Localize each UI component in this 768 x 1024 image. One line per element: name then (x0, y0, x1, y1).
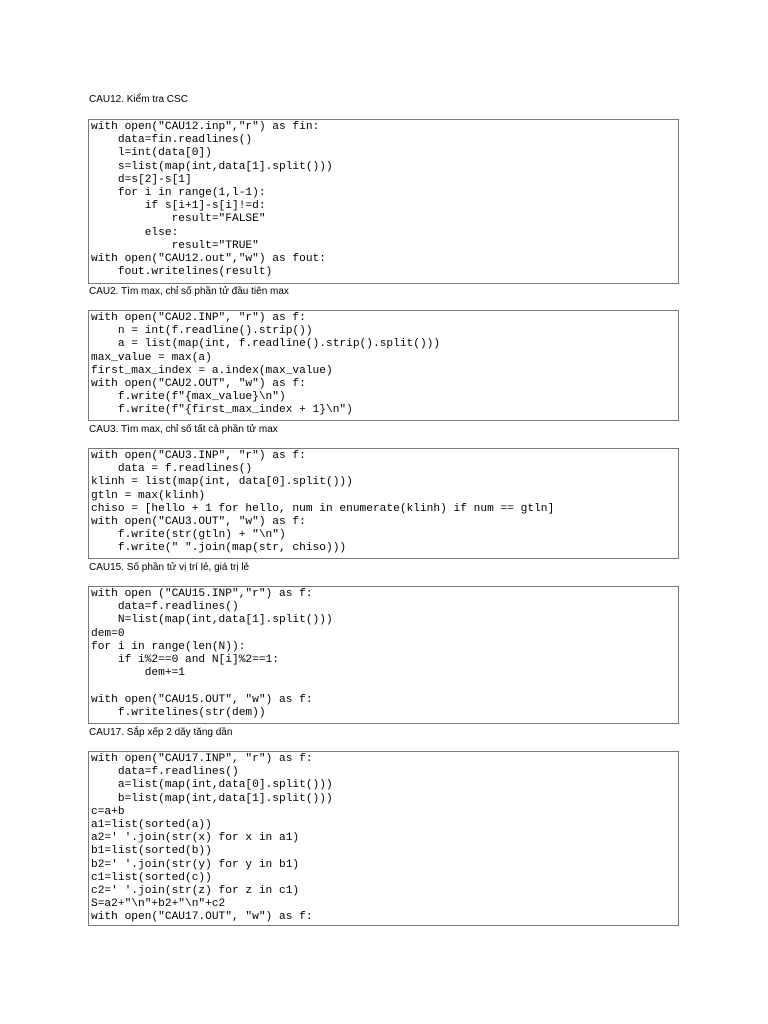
code-block-cau15 (88, 586, 679, 724)
code-block-cau3 (88, 448, 679, 559)
section-heading-cau17: CAU17. Sắp xếp 2 dãy tăng dần (89, 727, 233, 738)
code-text-cau3: with open("CAU3.INP", "r") as f: data = f.readlines() klinh = list(map(int, data[0].split())) gtln = max(klinh) chiso = [hello + 1 for hello, num in enumerate(klinh) if num == gtln] with open("CAU3.OUT", "w") as f: f.write(str(gtln) + "\n") f.write(" ".join(map(str, chiso))) (91, 450, 555, 555)
code-block-cau2 (88, 310, 679, 421)
code-block-cau17 (88, 751, 679, 926)
section-heading-cau3: CAU3. Tìm max, chỉ số tất cả phần tử max (89, 424, 278, 435)
code-block-cau12 (88, 119, 679, 284)
section-heading-cau12: CAU12. Kiểm tra CSC (89, 94, 188, 105)
code-text-cau15: with open ("CAU15.INP","r") as f: data=f.readlines() N=list(map(int,data[1].split())) dem=0 for i in range(len(N)): if i%2==0 and N[i]%2==1: dem+=1 with open("CAU15.OUT", "w") as f: f.writelines(str(dem)) (91, 588, 333, 719)
code-text-cau2: with open("CAU2.INP", "r") as f: n = int(f.readline().strip()) a = list(map(int, f.readline().strip().split())) max_value = max(a) first_max_index = a.index(max_value) with open("CAU2.OUT", "w") as f: f.write(f"{max_value}\n") f.write(f"{first_max_index + 1}\n") (91, 312, 441, 417)
section-heading-cau2: CAU2. Tìm max, chỉ số phần tử đầu tiên max (89, 286, 289, 297)
code-text-cau17: with open("CAU17.INP", "r") as f: data=f.readlines() a=list(map(int,data[0].split())) b=list(map(int,data[1].split())) c=a+b a1=list(sorted(a)) a2=' '.join(str(x) for x in a1) b1=list(sorted(b)) b2=' '.join(str(y) for y in b1) c1=list(sorted(c)) c2=' '.join(str(z) for z in c1) S=a2+"\n"+b2+"\n"+c2 with open("CAU17.OUT", "w") as f: (91, 753, 333, 924)
code-text-cau12: with open("CAU12.inp","r") as fin: data=fin.readlines() l=int(data[0]) s=list(map(int,data[1].split())) d=s[2]-s[1] for i in range(1,l-1): if s[i+1]-s[i]!=d: result="FALSE" else: result="TRUE" with open("CAU12.out","w") as fout: fout.writelines(result) (91, 121, 333, 279)
section-heading-cau15: CAU15. Số phần tử vị trí lẻ, giá trị lẻ (89, 562, 250, 573)
